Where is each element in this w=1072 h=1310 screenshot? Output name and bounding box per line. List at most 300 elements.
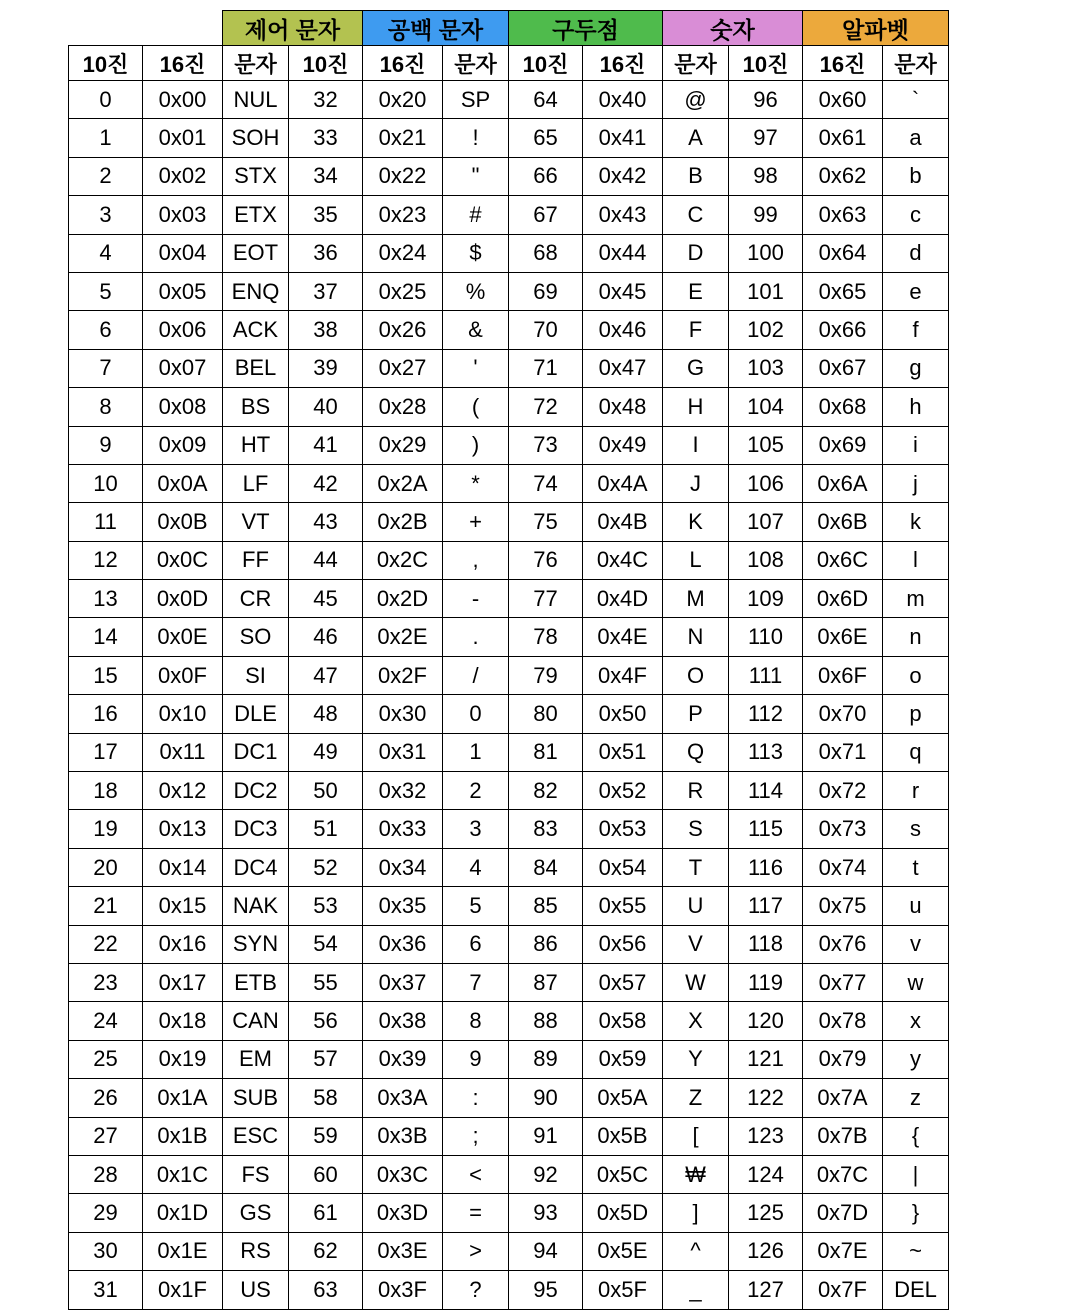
cell-hex: 0x4A <box>583 464 663 502</box>
table-row <box>69 81 949 119</box>
cell-hex: 0x0C <box>143 541 223 579</box>
cell-character: N <box>663 618 729 656</box>
table-row <box>69 1155 949 1193</box>
cell-character: NAK <box>223 887 289 925</box>
table-row <box>69 1117 949 1155</box>
table-row <box>69 772 949 810</box>
col-header-hex-2: 16진 <box>363 46 443 81</box>
cell-character: r <box>883 772 949 810</box>
cell-hex: 0x38 <box>363 1002 443 1040</box>
cell-hex: 0x3C <box>363 1155 443 1193</box>
cell-decimal: 123 <box>729 1117 803 1155</box>
cell-character: Y <box>663 1040 729 1078</box>
cell-character: RS <box>223 1232 289 1270</box>
cell-decimal: 103 <box>729 349 803 387</box>
cell-hex: 0x0F <box>143 656 223 694</box>
cell-hex: 0x41 <box>583 119 663 157</box>
cell-decimal: 85 <box>509 887 583 925</box>
cell-hex: 0x57 <box>583 963 663 1001</box>
cell-decimal: 27 <box>69 1117 143 1155</box>
cell-hex: 0x6C <box>803 541 883 579</box>
cell-hex: 0x18 <box>143 1002 223 1040</box>
cell-decimal: 121 <box>729 1040 803 1078</box>
cell-decimal: 28 <box>69 1155 143 1193</box>
cell-decimal: 42 <box>289 464 363 502</box>
cell-decimal: 100 <box>729 234 803 272</box>
cell-decimal: 108 <box>729 541 803 579</box>
table-row <box>69 234 949 272</box>
cell-decimal: 52 <box>289 848 363 886</box>
cell-character: J <box>663 464 729 502</box>
cell-hex: 0x78 <box>803 1002 883 1040</box>
cell-hex: 0x02 <box>143 157 223 195</box>
group-header-row <box>69 11 949 46</box>
cell-character: ( <box>443 388 509 426</box>
cell-hex: 0x0B <box>143 503 223 541</box>
table-row <box>69 887 949 925</box>
col-header-dec-2: 10진 <box>289 46 363 81</box>
cell-decimal: 30 <box>69 1232 143 1270</box>
cell-character: STX <box>223 157 289 195</box>
cell-character: ENQ <box>223 272 289 310</box>
cell-decimal: 15 <box>69 656 143 694</box>
cell-hex: 0x45 <box>583 272 663 310</box>
cell-decimal: 1 <box>69 119 143 157</box>
cell-character: SYN <box>223 925 289 963</box>
cell-character: E <box>663 272 729 310</box>
cell-character: SP <box>443 81 509 119</box>
cell-character: % <box>443 272 509 310</box>
cell-hex: 0x66 <box>803 311 883 349</box>
cell-character: p <box>883 695 949 733</box>
cell-character: O <box>663 656 729 694</box>
cell-character: FS <box>223 1155 289 1193</box>
cell-decimal: 118 <box>729 925 803 963</box>
cell-character: } <box>883 1194 949 1232</box>
cell-decimal: 67 <box>509 196 583 234</box>
cell-decimal: 82 <box>509 772 583 810</box>
col-header-hex-1: 16진 <box>143 46 223 81</box>
cell-hex: 0x10 <box>143 695 223 733</box>
cell-decimal: 19 <box>69 810 143 848</box>
cell-character: d <box>883 234 949 272</box>
cell-character: S <box>663 810 729 848</box>
cell-character: & <box>443 311 509 349</box>
table-row <box>69 1232 949 1270</box>
cell-decimal: 97 <box>729 119 803 157</box>
cell-hex: 0x31 <box>363 733 443 771</box>
cell-decimal: 22 <box>69 925 143 963</box>
cell-decimal: 14 <box>69 618 143 656</box>
cell-decimal: 48 <box>289 695 363 733</box>
cell-hex: 0x1E <box>143 1232 223 1270</box>
cell-decimal: 41 <box>289 426 363 464</box>
cell-decimal: 20 <box>69 848 143 886</box>
cell-hex: 0x1C <box>143 1155 223 1193</box>
cell-character: BS <box>223 388 289 426</box>
cell-hex: 0x49 <box>583 426 663 464</box>
cell-character: Q <box>663 733 729 771</box>
cell-decimal: 95 <box>509 1271 583 1309</box>
cell-hex: 0x63 <box>803 196 883 234</box>
cell-hex: 0x54 <box>583 848 663 886</box>
cell-hex: 0x32 <box>363 772 443 810</box>
cell-character: FF <box>223 541 289 579</box>
cell-hex: 0x77 <box>803 963 883 1001</box>
cell-character: GS <box>223 1194 289 1232</box>
table-row <box>69 1079 949 1117</box>
cell-hex: 0x01 <box>143 119 223 157</box>
cell-character: z <box>883 1079 949 1117</box>
cell-character: EM <box>223 1040 289 1078</box>
cell-hex: 0x68 <box>803 388 883 426</box>
cell-hex: 0x24 <box>363 234 443 272</box>
cell-character: 1 <box>443 733 509 771</box>
cell-hex: 0x3E <box>363 1232 443 1270</box>
cell-hex: 0x21 <box>363 119 443 157</box>
cell-character: DC2 <box>223 772 289 810</box>
cell-hex: 0x74 <box>803 848 883 886</box>
cell-hex: 0x1B <box>143 1117 223 1155</box>
cell-decimal: 104 <box>729 388 803 426</box>
col-header-dec-1: 10진 <box>69 46 143 81</box>
table-row <box>69 963 949 1001</box>
cell-character: < <box>443 1155 509 1193</box>
cell-character: + <box>443 503 509 541</box>
table-head <box>69 11 949 81</box>
cell-hex: 0x0D <box>143 580 223 618</box>
cell-character: k <box>883 503 949 541</box>
group-header-whitespace: 공백 문자 <box>363 11 509 46</box>
cell-decimal: 114 <box>729 772 803 810</box>
cell-hex: 0x35 <box>363 887 443 925</box>
table-row <box>69 196 949 234</box>
cell-character: ] <box>663 1194 729 1232</box>
table-row <box>69 1271 949 1309</box>
cell-character: u <box>883 887 949 925</box>
cell-character: ₩ <box>663 1155 729 1193</box>
cell-decimal: 6 <box>69 311 143 349</box>
cell-character: VT <box>223 503 289 541</box>
table-row <box>69 503 949 541</box>
cell-character: g <box>883 349 949 387</box>
cell-hex: 0x2E <box>363 618 443 656</box>
cell-hex: 0x64 <box>803 234 883 272</box>
cell-hex: 0x25 <box>363 272 443 310</box>
cell-hex: 0x0E <box>143 618 223 656</box>
cell-decimal: 84 <box>509 848 583 886</box>
cell-character: a <box>883 119 949 157</box>
cell-decimal: 45 <box>289 580 363 618</box>
cell-decimal: 62 <box>289 1232 363 1270</box>
cell-hex: 0x58 <box>583 1002 663 1040</box>
cell-character: ACK <box>223 311 289 349</box>
cell-decimal: 63 <box>289 1271 363 1309</box>
cell-decimal: 5 <box>69 272 143 310</box>
cell-character: SO <box>223 618 289 656</box>
cell-hex: 0x34 <box>363 848 443 886</box>
cell-decimal: 55 <box>289 963 363 1001</box>
cell-character: CAN <box>223 1002 289 1040</box>
cell-hex: 0x36 <box>363 925 443 963</box>
cell-character: W <box>663 963 729 1001</box>
cell-decimal: 51 <box>289 810 363 848</box>
cell-hex: 0x3A <box>363 1079 443 1117</box>
cell-character: ETB <box>223 963 289 1001</box>
cell-hex: 0x22 <box>363 157 443 195</box>
cell-hex: 0x3B <box>363 1117 443 1155</box>
cell-hex: 0x3F <box>363 1271 443 1309</box>
cell-character: L <box>663 541 729 579</box>
cell-character: 0 <box>443 695 509 733</box>
cell-character: 6 <box>443 925 509 963</box>
table-row <box>69 464 949 502</box>
cell-decimal: 80 <box>509 695 583 733</box>
cell-decimal: 56 <box>289 1002 363 1040</box>
cell-decimal: 105 <box>729 426 803 464</box>
cell-hex: 0x46 <box>583 311 663 349</box>
cell-hex: 0x16 <box>143 925 223 963</box>
cell-hex: 0x7A <box>803 1079 883 1117</box>
cell-decimal: 75 <box>509 503 583 541</box>
table-row <box>69 580 949 618</box>
cell-hex: 0x5A <box>583 1079 663 1117</box>
cell-decimal: 117 <box>729 887 803 925</box>
col-header-chr-1: 문자 <box>223 46 289 81</box>
group-spacer-left <box>69 11 223 46</box>
cell-hex: 0x7D <box>803 1194 883 1232</box>
cell-hex: 0x07 <box>143 349 223 387</box>
table-row <box>69 1194 949 1232</box>
cell-hex: 0x79 <box>803 1040 883 1078</box>
cell-decimal: 59 <box>289 1117 363 1155</box>
cell-hex: 0x05 <box>143 272 223 310</box>
cell-character: f <box>883 311 949 349</box>
cell-decimal: 33 <box>289 119 363 157</box>
table-row <box>69 541 949 579</box>
group-header-punctuation: 구두점 <box>509 11 663 46</box>
cell-character: SI <box>223 656 289 694</box>
table-row <box>69 388 949 426</box>
cell-character: DC4 <box>223 848 289 886</box>
cell-hex: 0x61 <box>803 119 883 157</box>
cell-hex: 0x7E <box>803 1232 883 1270</box>
cell-decimal: 23 <box>69 963 143 1001</box>
cell-hex: 0x6B <box>803 503 883 541</box>
cell-character: q <box>883 733 949 771</box>
cell-character: 7 <box>443 963 509 1001</box>
cell-hex: 0x1A <box>143 1079 223 1117</box>
cell-hex: 0x0A <box>143 464 223 502</box>
cell-hex: 0x4F <box>583 656 663 694</box>
cell-character: R <box>663 772 729 810</box>
cell-character: EOT <box>223 234 289 272</box>
cell-character: l <box>883 541 949 579</box>
cell-decimal: 109 <box>729 580 803 618</box>
cell-hex: 0x6D <box>803 580 883 618</box>
col-header-hex-4: 16진 <box>803 46 883 81</box>
cell-decimal: 40 <box>289 388 363 426</box>
cell-hex: 0x59 <box>583 1040 663 1078</box>
cell-hex: 0x29 <box>363 426 443 464</box>
table-row <box>69 157 949 195</box>
cell-hex: 0x5E <box>583 1232 663 1270</box>
cell-hex: 0x6F <box>803 656 883 694</box>
cell-hex: 0x5D <box>583 1194 663 1232</box>
cell-decimal: 3 <box>69 196 143 234</box>
cell-decimal: 53 <box>289 887 363 925</box>
table-row <box>69 925 949 963</box>
cell-hex: 0x3D <box>363 1194 443 1232</box>
cell-decimal: 127 <box>729 1271 803 1309</box>
cell-decimal: 120 <box>729 1002 803 1040</box>
cell-character: ~ <box>883 1232 949 1270</box>
cell-decimal: 124 <box>729 1155 803 1193</box>
cell-decimal: 115 <box>729 810 803 848</box>
cell-decimal: 36 <box>289 234 363 272</box>
cell-decimal: 70 <box>509 311 583 349</box>
cell-decimal: 8 <box>69 388 143 426</box>
cell-character: [ <box>663 1117 729 1155</box>
cell-decimal: 46 <box>289 618 363 656</box>
cell-character: X <box>663 1002 729 1040</box>
cell-character: , <box>443 541 509 579</box>
cell-decimal: 2 <box>69 157 143 195</box>
cell-decimal: 112 <box>729 695 803 733</box>
cell-decimal: 68 <box>509 234 583 272</box>
cell-decimal: 9 <box>69 426 143 464</box>
cell-character: ' <box>443 349 509 387</box>
cell-decimal: 107 <box>729 503 803 541</box>
cell-decimal: 102 <box>729 311 803 349</box>
cell-character: @ <box>663 81 729 119</box>
cell-decimal: 79 <box>509 656 583 694</box>
cell-character: 4 <box>443 848 509 886</box>
cell-hex: 0x14 <box>143 848 223 886</box>
cell-character: ; <box>443 1117 509 1155</box>
cell-hex: 0x39 <box>363 1040 443 1078</box>
cell-hex: 0x20 <box>363 81 443 119</box>
cell-decimal: 91 <box>509 1117 583 1155</box>
table-row <box>69 426 949 464</box>
cell-hex: 0x09 <box>143 426 223 464</box>
cell-hex: 0x1F <box>143 1271 223 1309</box>
cell-character: D <box>663 234 729 272</box>
cell-hex: 0x2A <box>363 464 443 502</box>
table-row <box>69 1002 949 1040</box>
cell-character: T <box>663 848 729 886</box>
cell-character: 3 <box>443 810 509 848</box>
cell-hex: 0x60 <box>803 81 883 119</box>
cell-hex: 0x13 <box>143 810 223 848</box>
cell-character: " <box>443 157 509 195</box>
cell-character: HT <box>223 426 289 464</box>
cell-hex: 0x08 <box>143 388 223 426</box>
cell-hex: 0x69 <box>803 426 883 464</box>
cell-decimal: 39 <box>289 349 363 387</box>
cell-character: H <box>663 388 729 426</box>
cell-character: CR <box>223 580 289 618</box>
cell-character: : <box>443 1079 509 1117</box>
cell-character: A <box>663 119 729 157</box>
cell-character: i <box>883 426 949 464</box>
cell-hex: 0x53 <box>583 810 663 848</box>
table-row <box>69 272 949 310</box>
cell-hex: 0x4D <box>583 580 663 618</box>
group-header-digits: 숫자 <box>663 11 803 46</box>
cell-decimal: 72 <box>509 388 583 426</box>
cell-decimal: 61 <box>289 1194 363 1232</box>
col-header-dec-3: 10진 <box>509 46 583 81</box>
table-row <box>69 119 949 157</box>
table-row <box>69 349 949 387</box>
cell-character: P <box>663 695 729 733</box>
cell-character: n <box>883 618 949 656</box>
cell-hex: 0x73 <box>803 810 883 848</box>
cell-hex: 0x65 <box>803 272 883 310</box>
cell-decimal: 43 <box>289 503 363 541</box>
cell-decimal: 35 <box>289 196 363 234</box>
cell-decimal: 71 <box>509 349 583 387</box>
cell-character: ` <box>883 81 949 119</box>
cell-character: * <box>443 464 509 502</box>
cell-decimal: 21 <box>69 887 143 925</box>
cell-decimal: 113 <box>729 733 803 771</box>
cell-decimal: 64 <box>509 81 583 119</box>
cell-hex: 0x7B <box>803 1117 883 1155</box>
cell-hex: 0x2B <box>363 503 443 541</box>
cell-decimal: 110 <box>729 618 803 656</box>
cell-character: DLE <box>223 695 289 733</box>
cell-decimal: 7 <box>69 349 143 387</box>
table-row <box>69 733 949 771</box>
cell-character: y <box>883 1040 949 1078</box>
cell-character: ? <box>443 1271 509 1309</box>
cell-character: B <box>663 157 729 195</box>
cell-decimal: 78 <box>509 618 583 656</box>
cell-character: 9 <box>443 1040 509 1078</box>
cell-decimal: 86 <box>509 925 583 963</box>
cell-character: DEL <box>883 1271 949 1309</box>
cell-decimal: 38 <box>289 311 363 349</box>
cell-decimal: 119 <box>729 963 803 1001</box>
cell-character: m <box>883 580 949 618</box>
col-header-dec-4: 10진 <box>729 46 803 81</box>
cell-hex: 0x2D <box>363 580 443 618</box>
cell-decimal: 60 <box>289 1155 363 1193</box>
cell-hex: 0x30 <box>363 695 443 733</box>
group-header-alphabet: 알파벳 <box>803 11 949 46</box>
cell-hex: 0x62 <box>803 157 883 195</box>
group-header-control: 제어 문자 <box>223 11 363 46</box>
cell-character: o <box>883 656 949 694</box>
cell-hex: 0x26 <box>363 311 443 349</box>
cell-hex: 0x44 <box>583 234 663 272</box>
cell-character: ) <box>443 426 509 464</box>
cell-character: ! <box>443 119 509 157</box>
cell-decimal: 66 <box>509 157 583 195</box>
table-row <box>69 311 949 349</box>
cell-decimal: 37 <box>289 272 363 310</box>
cell-character: { <box>883 1117 949 1155</box>
cell-character: ^ <box>663 1232 729 1270</box>
cell-character: j <box>883 464 949 502</box>
cell-hex: 0x19 <box>143 1040 223 1078</box>
cell-hex: 0x00 <box>143 81 223 119</box>
cell-decimal: 26 <box>69 1079 143 1117</box>
cell-character: | <box>883 1155 949 1193</box>
cell-decimal: 77 <box>509 580 583 618</box>
